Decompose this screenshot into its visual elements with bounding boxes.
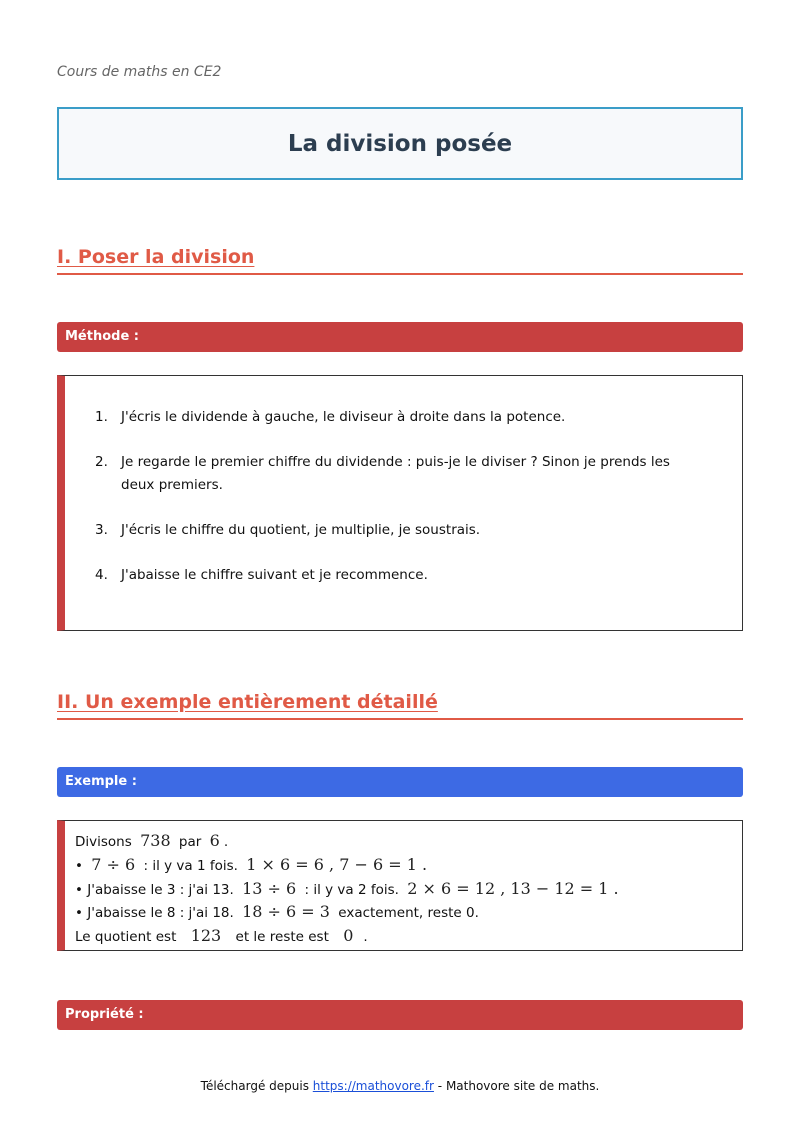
example-text: exactement, reste 0. <box>338 905 479 922</box>
bullet: • <box>75 857 83 874</box>
math-expression: 18 ÷ 6 = 3 <box>242 902 330 922</box>
step-number: 4. <box>95 567 108 583</box>
step-text: Je regarde le premier chiffre du dividende : puis-je le diviser ? Sinon je prends les deux premiers. <box>121 454 670 493</box>
step-text: J'écris le dividende à gauche, le diviseur à droite dans la potence. <box>121 409 566 425</box>
example-line <box>75 830 623 854</box>
math-expression: 738 <box>140 831 171 850</box>
example-banner: Exemple : <box>57 767 743 797</box>
step-number: 2. <box>95 454 108 470</box>
title-box <box>57 107 743 180</box>
method-box <box>57 375 743 631</box>
method-step <box>95 406 705 429</box>
example-line <box>75 878 623 902</box>
example-line <box>75 901 623 925</box>
section-heading-1-text: I. Poser la division <box>57 246 255 268</box>
example-text: • J'abaisse le 8 : j'ai 18. <box>75 905 234 922</box>
example-text: • J'abaisse le 3 : j'ai 13. <box>75 881 234 898</box>
method-step <box>95 564 705 587</box>
step-text: J'abaisse le chiffre suivant et je recommence. <box>121 567 428 583</box>
step-number: 3. <box>95 522 108 538</box>
example-text: : il y va 2 fois. <box>304 881 399 898</box>
example-box <box>57 820 743 951</box>
footer-prefix: Téléchargé depuis <box>200 1079 309 1093</box>
math-expression: 6 <box>209 831 220 850</box>
footer-suffix: - Mathovore site de maths. <box>437 1079 600 1093</box>
example-lines <box>75 830 623 949</box>
step-text: J'écris le chiffre du quotient, je multiplie, je soustrais. <box>121 522 481 538</box>
example-text: et le reste est <box>235 929 329 946</box>
method-steps-list <box>95 406 705 609</box>
section-heading-1 <box>57 246 743 275</box>
method-step <box>95 451 705 497</box>
section-heading-2-text: II. Un exemple entièrement détaillé <box>57 691 438 713</box>
example-line <box>75 925 623 949</box>
math-expression: 7 ÷ 6 <box>91 854 136 874</box>
math-expression: 0 <box>343 926 354 946</box>
footer <box>0 1079 800 1093</box>
math-expression: 123 <box>190 926 222 946</box>
footer-link[interactable]: https://mathovore.fr <box>312 1079 434 1093</box>
method-banner: Méthode : <box>57 322 743 352</box>
math-expression: 2 × 6 = 12 , 13 − 12 = 1 . <box>407 878 619 898</box>
example-text: Le quotient est <box>75 929 177 946</box>
step-number: 1. <box>95 409 108 425</box>
example-text: . <box>223 834 229 850</box>
example-text: : il y va 1 fois. <box>143 857 238 874</box>
page-title: La division posée <box>287 130 513 157</box>
method-step <box>95 519 705 542</box>
math-expression: 1 × 6 = 6 , 7 − 6 = 1 . <box>246 854 428 874</box>
property-banner: Propriété : <box>57 1000 743 1030</box>
section-heading-2 <box>57 691 743 720</box>
math-expression: 13 ÷ 6 <box>242 878 297 898</box>
example-text: Divisons <box>75 834 132 850</box>
example-text: . <box>363 929 368 946</box>
example-line <box>75 854 623 878</box>
example-text: par <box>178 834 202 850</box>
course-header: Cours de maths en CE2 <box>57 64 222 80</box>
